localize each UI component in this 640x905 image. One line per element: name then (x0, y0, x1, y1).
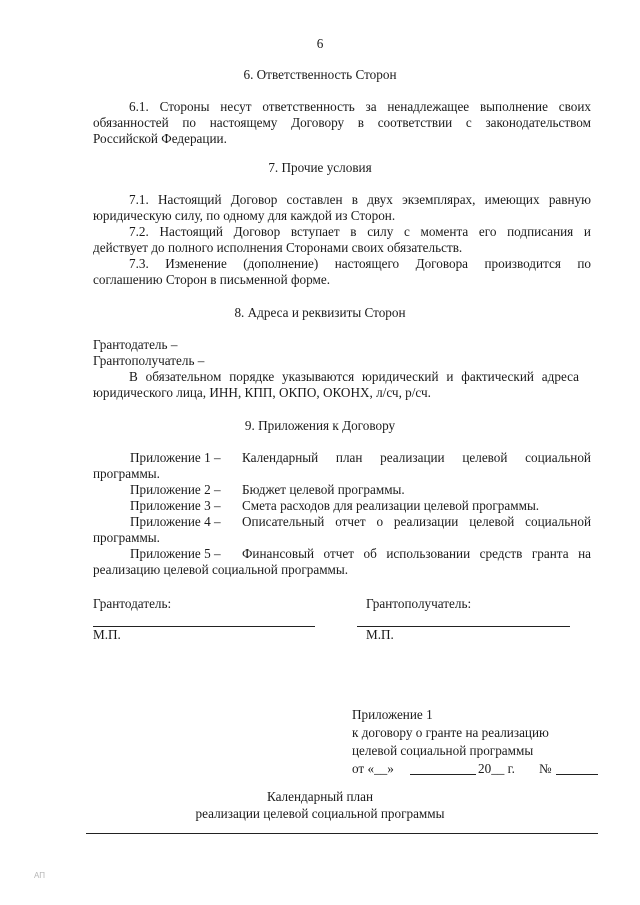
annex-number-blank (556, 774, 598, 775)
section-6-title: 6. Ответственность Сторон (243, 67, 397, 82)
appendix-item-4 (93, 514, 591, 546)
s6-p1-line3: Российской Федерации. (93, 131, 227, 146)
annex-subtitle-2: целевой социальной программы (352, 743, 534, 758)
requisites-note (93, 369, 591, 401)
appendix-1-continuation: программы. (93, 466, 160, 481)
annex-number-sign: № (539, 761, 552, 776)
s6-p1-line1: 6.1. Стороны несут ответственность за ненадлежащее выполнение своих (129, 99, 591, 114)
s7-p1-line2: юридическую силу, по одному для каждой из Сторон. (93, 208, 396, 223)
appendix-5-label: Приложение 5 – (130, 546, 221, 561)
appendix-item-2 (93, 482, 591, 498)
requisites-line1: В обязательном порядке указываются юридический и фактический адреса (129, 369, 579, 384)
s7-p2-line1: 7.2. Настоящий Договор вступает в силу с момента его подписания и (129, 224, 591, 239)
appendix-5-continuation: реализацию целевой социальной программы. (93, 562, 349, 577)
signature-grantee-label: Грантополучатель: (366, 596, 472, 611)
appendix-5-text: Финансовый отчет об использовании средств гранта на (242, 546, 591, 561)
appendix-2-label: Приложение 2 – (130, 482, 221, 497)
appendix-item-1 (93, 450, 591, 482)
appendix-1-label: Приложение 1 – (130, 450, 221, 465)
section-8-title: 8. Адреса и реквизиты Сторон (234, 305, 406, 320)
signature-grantor-label: Грантодатель: (93, 596, 172, 611)
appendix-item-3 (93, 498, 591, 514)
appendix-4-label: Приложение 4 – (130, 514, 221, 529)
appendix-4-continuation: программы. (93, 530, 160, 545)
appendix-2-text: Бюджет целевой программы. (242, 482, 405, 497)
appendix-3-label: Приложение 3 – (130, 498, 221, 513)
appendix-1-text: Календарный план реализации целевой социальной (242, 450, 591, 465)
annex-date-from: от «__» (352, 761, 394, 776)
section-7-title: 7. Прочие условия (268, 160, 372, 175)
s7-p3-line1: 7.3. Изменение (дополнение) настоящего Договора производится по (129, 256, 591, 271)
section-6-paragraph (93, 99, 591, 147)
plan-title: Календарный план (266, 789, 374, 804)
section-9-title: 9. Приложения к Договору (244, 418, 396, 433)
annex-title: Приложение 1 (352, 707, 433, 722)
appendix-item-5 (93, 546, 591, 578)
plan-subtitle: реализации целевой социальной программы (195, 806, 445, 821)
appendix-4-text: Описательный отчет о реализации целевой социальной (242, 514, 591, 529)
s7-p3-line2: соглашению Сторон в письменной форме. (93, 272, 331, 287)
s7-p1-line1: 7.1. Настоящий Договор составлен в двух экземплярах, имеющих равную (129, 192, 591, 207)
requisites-line2: юридического лица, ИНН, КПП, ОКПО, ОКОНХ, л/сч, р/сч. (93, 385, 431, 400)
appendix-3-text: Смета расходов для реализации целевой программы. (242, 498, 540, 513)
annex-date-year: 20__ г. (478, 761, 515, 776)
footer-scan-mark: АП (34, 871, 45, 880)
annex-date-blank (410, 774, 476, 775)
stamp-place-right: М.П. (366, 627, 394, 642)
grantee-line: Грантополучатель – (93, 353, 205, 368)
page-number: 6 (316, 36, 324, 51)
annex-subtitle-1: к договору о гранте на реализацию (352, 725, 549, 740)
s7-p2-line2: действует до полного исполнения Сторонами своих обязательств. (93, 240, 463, 255)
section-7-paragraphs (93, 192, 591, 288)
stamp-place-left: М.П. (93, 627, 121, 642)
s6-p1-line2: обязанностей по настоящему Договору в соответствии с законодательством (93, 115, 591, 130)
grantor-line: Грантодатель – (93, 337, 178, 352)
plan-table-top-rule (86, 833, 598, 834)
signature-line-grantor (93, 626, 315, 627)
